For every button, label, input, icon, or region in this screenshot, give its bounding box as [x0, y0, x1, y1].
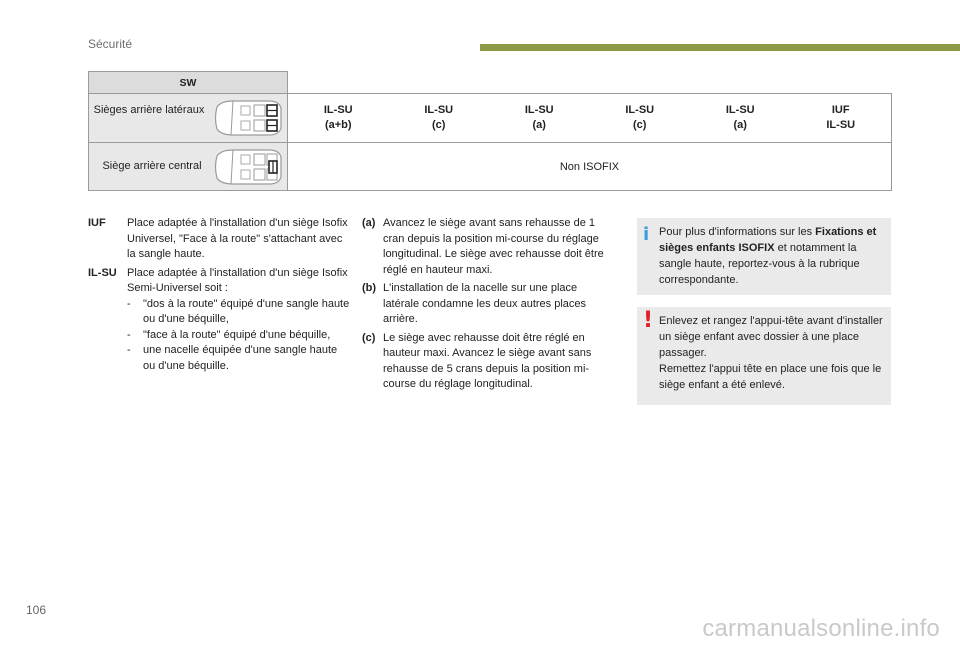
table-header-label: SW: [89, 72, 288, 94]
note-text: L'installation de la nacelle sur une place latérale condamne les deux autres places arrière.: [383, 282, 587, 325]
table-row-central: [89, 143, 892, 191]
value-cell: Non ISOFIX: [288, 143, 892, 191]
note-term: (c): [362, 331, 376, 344]
warning-icon: !: [643, 308, 654, 333]
list-item: - une nacelle équipée d'une sangle haute ou d'une béquille.: [127, 344, 338, 372]
note-b: [362, 281, 616, 328]
row-label: Sièges arrière latéraux: [93, 104, 205, 116]
row-label: Siège arrière central: [102, 160, 202, 172]
definition-term: IL-SU: [88, 266, 117, 279]
car-rear-central-icon: [211, 148, 285, 186]
section-title: Sécurité: [88, 37, 133, 51]
definition-term: IUF: [88, 217, 106, 229]
definitions-column: [88, 216, 350, 377]
list-item: - "face à la route" équipé d'une béquille,: [127, 328, 331, 341]
list-item: - "dos à la route" équipé d'une sangle haute ou d'une béquille,: [127, 297, 350, 325]
value-cell: IL-SU (a): [725, 104, 755, 131]
info-box: i Pour plus d'informations sur les Fixations et sièges enfants ISOFIX et notamment la sangle haute, reportez-vous à la rubrique correspondante.: [637, 218, 891, 295]
note-c: [362, 331, 616, 393]
table-row-lateral: [89, 94, 892, 143]
value-cell: IL-SU (c): [625, 104, 655, 131]
note-text: Le siège avec rehausse doit être réglé en hauteur maxi. Avancez le siège avant sans rehausse de 5 crans depuis la position mi-course du réglage longitudinal.: [383, 331, 592, 390]
page-number: 106: [26, 603, 47, 617]
note-term: (b): [362, 282, 377, 294]
note-text: Avancez le siège avant sans rehausse de 1 cran depuis la position mi-course du réglage longitudinal. Le siège avec rehausse doit être réglé en hauteur maxi.: [383, 217, 604, 276]
watermark: carmanualsonline.info: [702, 615, 940, 642]
definition-iuf: [88, 216, 350, 263]
definition-ilsu: [88, 266, 350, 375]
table-header-row: [89, 72, 892, 94]
info-bold-text: Fixations et sièges enfants ISOFIX: [659, 226, 877, 254]
warning-text: Enlevez et rangez l'appui-tête avant d'installer un siège enfant avec dossier à une place passager.: [659, 315, 883, 359]
note-term: (a): [362, 217, 376, 229]
warning-text: Remettez l'appui tête en place une fois que le siège enfant a été enlevé.: [659, 363, 882, 391]
info-icon: i: [643, 224, 650, 245]
section-accent-bar: [480, 44, 960, 51]
definition-text: Place adaptée à l'installation d'un siège Isofix Universel, "Face à la route" s'attachant avec la sangle haute.: [127, 217, 348, 260]
value-cell: IL-SU (a): [524, 104, 554, 131]
value-cell: IL-SU (c): [424, 104, 454, 131]
value-cell: IL-SU (a+b): [323, 104, 353, 131]
car-rear-lateral-icon: [211, 99, 285, 137]
isofix-table: [88, 71, 892, 191]
definition-text: Place adaptée à l'installation d'un siège Isofix Semi-Universel soit :: [127, 266, 348, 294]
note-a: [362, 216, 616, 278]
value-cell: IUF IL-SU: [826, 104, 856, 131]
notes-column: [362, 216, 616, 396]
warning-box: [637, 307, 891, 405]
